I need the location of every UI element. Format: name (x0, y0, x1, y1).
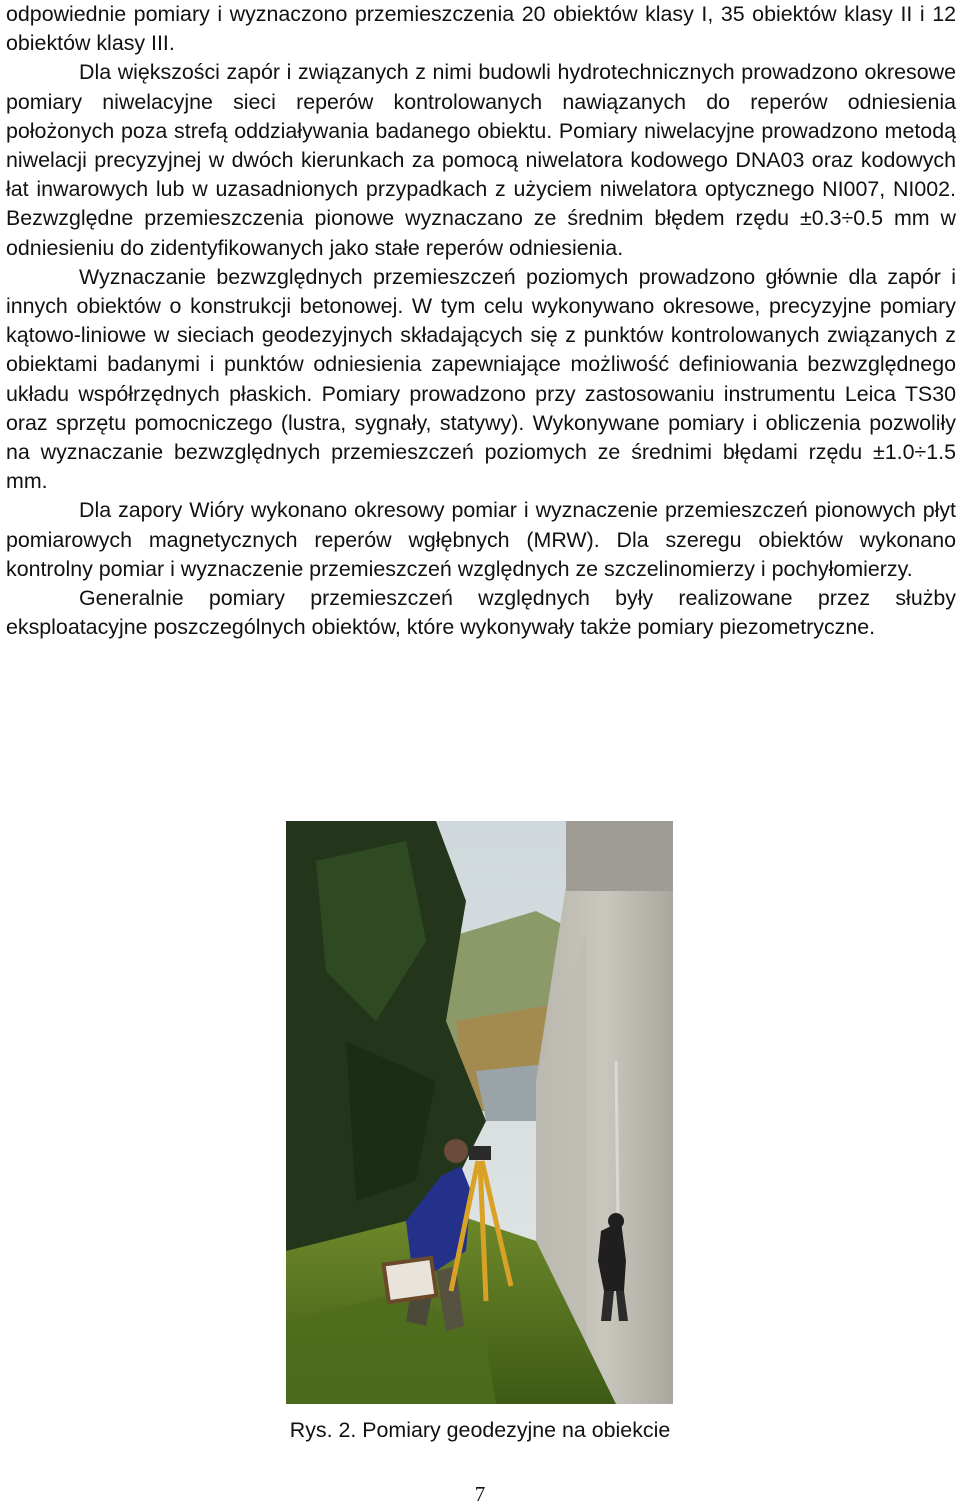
page-number: 7 (474, 1482, 486, 1506)
paragraph-5: Generalnie pomiary przemieszczeń względnych były realizowane przez służby eksploatacyjne poszczególnych obiektów, które wykonywały także pomiary piezometryczne. (6, 586, 956, 640)
paragraph-4: Dla zapory Wióry wykonano okresowy pomiar i wyznaczenie przemieszczeń pionowych płyt pomiarowych magnetycznych reperów wgłębnych (MRW). Dla szeregu obiektów wykonano kontrolny pomiar i wyznaczenie przemieszczeń względnych ze szczelinomierzy i pochyłomierzy. (6, 498, 956, 581)
page-body (6, 0, 956, 642)
paragraph-1: odpowiednie pomiary i wyznaczono przemieszczenia 20 obiektów klasy I, 35 obiektów klasy II i 12 obiektów klasy III. (6, 2, 956, 56)
dam-survey-photo (286, 821, 673, 1404)
paragraph-3: Wyznaczanie bezwzględnych przemieszczeń poziomych prowadzono głównie dla zapór i innych obiektów o konstrukcji betonowej. W tym celu wykonywano okresowe, precyzyjne pomiary kątowo-liniowe w sieciach geodezyjnych składających się z punktów kontrolowanych związanych z obiektami badanymi i punktów odniesienia zapewniające możliwość definiowania bezwzględnego układu współrzędnych płaskich. Pomiary prowadzono przy zastosowaniu instrumentu Leica TS30 oraz sprzętu pomocniczego (lustra, sygnały, statywy). Wykonywane pomiary i obliczenia pozwoliły na wyznaczanie bezwzględnych przemieszczeń poziomych ze średnimi błędami rzędu ±1.0÷1.5 mm. (6, 264, 956, 494)
figure-photo (286, 821, 673, 1404)
figure-caption: Rys. 2. Pomiary geodezyjne na obiekcie (289, 1418, 671, 1442)
paragraph-2: Dla większości zapór i związanych z nimi budowli hydrotechnicznych prowadzono okresowe pomiary niwelacyjne sieci reperów kontrolowanych nawiązanych do reperów odniesienia położonych poza strefą oddziaływania badanego obiektu. Pomiary niwelacyjne prowadzono metodą niwelacji precyzyjnej w dwóch kierunkach za pomocą niwelatora kodowego DNA03 oraz kodowych łat inwarowych lub w uzasadnionych przypadkach z użyciem niwelatora optycznego NI007, NI002. Bezwzględne przemieszczenia pionowe wyznaczano ze średnim błędem rzędu ±0.3÷0.5 mm w odniesieniu do zidentyfikowanych jako stałe reperów odniesienia. (6, 60, 956, 260)
